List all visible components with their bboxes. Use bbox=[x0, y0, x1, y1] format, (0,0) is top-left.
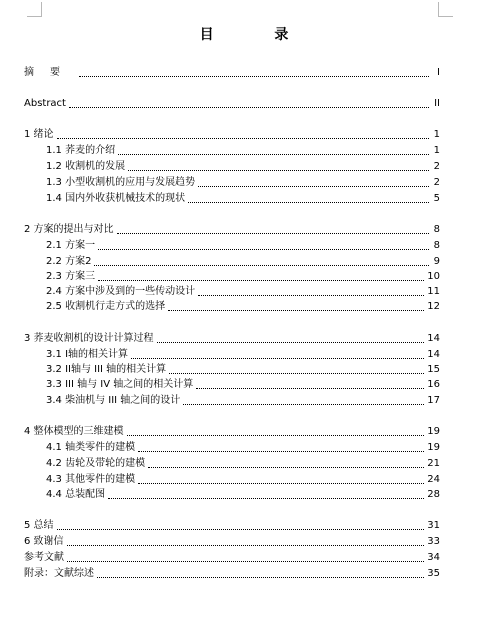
toc-entry-label: 3.2 II轴与 III 轴的相关计算 bbox=[46, 364, 167, 375]
toc-entry-page: 28 bbox=[427, 489, 440, 500]
toc-entry-label: 4.3 其他零件的建模 bbox=[46, 474, 136, 485]
toc-entry-page: 21 bbox=[427, 458, 440, 469]
dot-leader bbox=[138, 483, 424, 484]
dot-leader bbox=[94, 265, 429, 266]
toc-entry-page: 12 bbox=[427, 301, 440, 312]
toc-entry[interactable] bbox=[24, 534, 440, 548]
toc-entry-page: I bbox=[437, 67, 440, 78]
dot-leader bbox=[98, 249, 429, 250]
toc-entry-page: 1 bbox=[433, 129, 440, 140]
toc-entry-label: 2.2 方案2 bbox=[46, 256, 92, 267]
toc-entry[interactable] bbox=[46, 284, 440, 298]
toc-entry[interactable] bbox=[46, 191, 440, 205]
toc-entry[interactable] bbox=[46, 254, 440, 268]
toc-entry-label: 4 整体模型的三维建模 bbox=[24, 426, 124, 437]
toc-entry-page: 15 bbox=[427, 364, 440, 375]
toc-entry-label: 6 致谢信 bbox=[24, 536, 64, 547]
toc-entry[interactable] bbox=[24, 566, 440, 580]
toc-entry-page: 10 bbox=[427, 271, 440, 282]
dot-leader bbox=[131, 358, 424, 359]
dot-leader bbox=[168, 310, 424, 311]
dot-leader bbox=[97, 577, 424, 578]
toc-entry[interactable] bbox=[24, 65, 440, 79]
toc-entry[interactable] bbox=[24, 550, 440, 564]
dot-leader bbox=[169, 373, 424, 374]
toc-entry[interactable] bbox=[46, 143, 440, 157]
toc-entry-page: 9 bbox=[433, 256, 440, 267]
dot-leader bbox=[183, 404, 424, 405]
toc-entry[interactable] bbox=[46, 472, 440, 486]
page-corner-mark bbox=[27, 2, 42, 17]
dot-leader bbox=[127, 435, 425, 436]
toc-entry[interactable] bbox=[24, 331, 440, 345]
toc-entry-label: 3.1 I轴的相关计算 bbox=[46, 349, 129, 360]
toc-entry-label: 2 方案的提出与对比 bbox=[24, 224, 114, 235]
toc-entry[interactable] bbox=[46, 362, 440, 376]
toc-entry-label: 1.3 小型收割机的应用与发展趋势 bbox=[46, 177, 196, 188]
toc-entry-label: 4.1 轴类零件的建模 bbox=[46, 442, 136, 453]
dot-leader bbox=[67, 545, 425, 546]
toc-entry-page: 1 bbox=[433, 145, 440, 156]
toc-entry-page: 14 bbox=[427, 333, 440, 344]
toc-entry-page: 34 bbox=[427, 552, 440, 563]
toc-entry-page: II bbox=[434, 98, 440, 109]
dot-leader bbox=[57, 138, 429, 139]
toc-entry-label: 5 总结 bbox=[24, 520, 54, 531]
toc-entry[interactable] bbox=[24, 127, 440, 141]
toc-entry-page: 2 bbox=[433, 161, 440, 172]
toc-entry-label: 4.4 总装配图 bbox=[46, 489, 106, 500]
toc-entry-label: 1 绪论 bbox=[24, 129, 54, 140]
toc-entry[interactable] bbox=[24, 96, 440, 110]
dot-leader bbox=[138, 451, 424, 452]
toc-entry[interactable] bbox=[46, 238, 440, 252]
page-title: 目 录 bbox=[199, 27, 317, 43]
toc-entry-label: 2.1 方案一 bbox=[46, 240, 96, 251]
toc-entry-page: 31 bbox=[427, 520, 440, 531]
toc-entry[interactable] bbox=[46, 159, 440, 173]
toc-entry-page: 2 bbox=[433, 177, 440, 188]
toc-entry-label: 参考文献 bbox=[24, 552, 64, 563]
toc-entry-page: 19 bbox=[427, 426, 440, 437]
toc-entry[interactable] bbox=[46, 487, 440, 501]
dot-leader bbox=[196, 388, 424, 389]
toc-entry-label: 2.5 收割机行走方式的选择 bbox=[46, 301, 166, 312]
toc-entry-label: 2.3 方案三 bbox=[46, 271, 96, 282]
dot-leader bbox=[108, 498, 424, 499]
toc-entry-page: 8 bbox=[433, 240, 440, 251]
toc-entry-label: 附录：文献综述 bbox=[24, 568, 94, 579]
toc-entry-label: 4.2 齿轮及带轮的建模 bbox=[46, 458, 146, 469]
toc-entry[interactable] bbox=[24, 424, 440, 438]
dot-leader bbox=[148, 467, 424, 468]
dot-leader bbox=[198, 186, 429, 187]
dot-leader bbox=[117, 233, 429, 234]
toc-entry-label: 2.4 方案中涉及到的一些传动设计 bbox=[46, 286, 196, 297]
toc-entry[interactable] bbox=[46, 175, 440, 189]
dot-leader bbox=[79, 76, 429, 77]
dot-leader bbox=[198, 295, 424, 296]
dot-leader bbox=[128, 170, 429, 171]
toc-entry-label: 摘要 bbox=[24, 67, 76, 78]
toc-entry-page: 35 bbox=[427, 568, 440, 579]
toc-entry-label: 3.4 柴油机与 III 轴之间的设计 bbox=[46, 395, 181, 406]
dot-leader bbox=[188, 202, 429, 203]
toc-entry[interactable] bbox=[46, 393, 440, 407]
toc-entry-label: 1.2 收割机的发展 bbox=[46, 161, 126, 172]
toc-entry-label: 1.4 国内外收获机械技术的现状 bbox=[46, 193, 186, 204]
dot-leader bbox=[118, 154, 429, 155]
toc-entry-label: 3.3 III 轴与 IV 轴之间的相关计算 bbox=[46, 379, 194, 390]
toc-entry-page: 24 bbox=[427, 474, 440, 485]
toc-entry-page: 5 bbox=[433, 193, 440, 204]
toc-entry-page: 17 bbox=[427, 395, 440, 406]
dot-leader bbox=[69, 107, 429, 108]
page-corner-mark bbox=[438, 2, 453, 17]
toc-entry[interactable] bbox=[46, 456, 440, 470]
toc-entry[interactable] bbox=[24, 222, 440, 236]
toc-entry-page: 11 bbox=[427, 286, 440, 297]
dot-leader bbox=[57, 529, 425, 530]
toc-entry[interactable] bbox=[24, 518, 440, 532]
toc-entry-page: 14 bbox=[427, 349, 440, 360]
toc-entry[interactable] bbox=[46, 440, 440, 454]
toc-entry[interactable] bbox=[46, 269, 440, 283]
dot-leader bbox=[98, 280, 424, 281]
toc-entry-label: 1.1 荞麦的介绍 bbox=[46, 145, 116, 156]
toc-entry[interactable] bbox=[46, 377, 440, 391]
dot-leader bbox=[157, 342, 425, 343]
toc-entry[interactable] bbox=[46, 299, 440, 313]
toc-entry-label: 3 荞麦收割机的设计计算过程 bbox=[24, 333, 154, 344]
toc-entry-label: Abstract bbox=[24, 98, 66, 109]
dot-leader bbox=[67, 561, 424, 562]
toc-entry-page: 8 bbox=[433, 224, 440, 235]
toc-entry-page: 19 bbox=[427, 442, 440, 453]
toc-entry-page: 16 bbox=[427, 379, 440, 390]
toc-entry-page: 33 bbox=[427, 536, 440, 547]
toc-entry[interactable] bbox=[46, 347, 440, 361]
